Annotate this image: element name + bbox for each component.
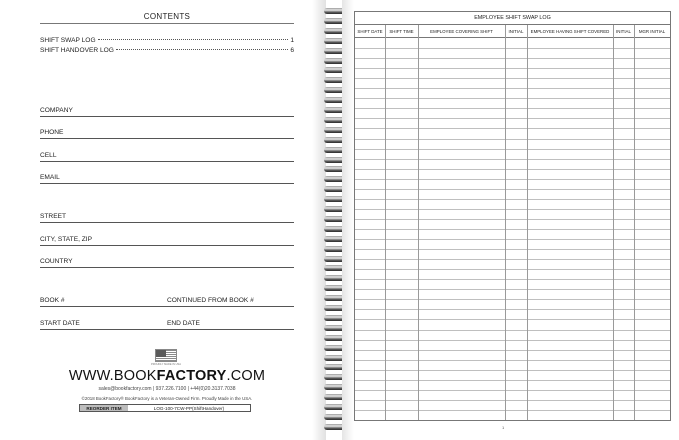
table-row[interactable]	[355, 209, 670, 210]
table-row[interactable]	[355, 390, 670, 391]
contents-title: CONTENTS	[143, 12, 191, 21]
table-row[interactable]	[355, 309, 670, 310]
column-header: EMPLOYEE HAVING SHIFT COVERED	[530, 29, 610, 34]
shift-swap-log-table	[354, 11, 671, 421]
table-row[interactable]	[355, 400, 670, 401]
table-row[interactable]	[355, 279, 670, 280]
table-row[interactable]	[355, 68, 670, 69]
copyright-text: ©2018 BookFactory® BookFactory is a Veteran-Owned Firm. Proudly Made in the USA.	[81, 396, 253, 401]
table-row[interactable]	[355, 118, 670, 119]
column-header: INITIAL	[508, 29, 524, 34]
left-page	[0, 0, 326, 440]
table-row[interactable]	[355, 259, 670, 260]
right-page	[342, 0, 679, 440]
column-header: EMPLOYEE COVERING SHIFT	[430, 29, 493, 34]
start-date-field[interactable]: START DATE	[40, 319, 167, 330]
table-row[interactable]	[355, 239, 670, 240]
toc-page: 1	[290, 37, 294, 44]
table-row[interactable]	[355, 189, 670, 190]
reorder-value: LOG-100-7CW-PP(ShiftHandover)	[153, 406, 225, 411]
website-bold: FACTORY	[156, 368, 227, 384]
company-field[interactable]: COMPANY	[40, 106, 294, 117]
column-divider	[418, 25, 419, 420]
page-number: 1	[502, 425, 505, 430]
table-row[interactable]	[355, 149, 670, 150]
reorder-label: REORDER ITEM	[80, 405, 128, 411]
table-row[interactable]	[355, 48, 670, 49]
table-row[interactable]	[355, 289, 670, 290]
table-row[interactable]	[355, 219, 670, 220]
table-row[interactable]	[355, 319, 670, 320]
table-row[interactable]	[355, 360, 670, 361]
contents-rule	[40, 23, 294, 24]
toc-label: SHIFT HANDOVER LOG	[40, 47, 114, 54]
log-title: EMPLOYEE SHIFT SWAP LOG	[355, 12, 670, 25]
phone-field[interactable]: PHONE	[40, 128, 294, 139]
column-divider	[505, 25, 506, 420]
table-row[interactable]	[355, 370, 670, 371]
website-prefix: WWW.BOOK	[68, 368, 157, 384]
website-suffix: .COM	[226, 368, 266, 384]
table-row[interactable]	[355, 128, 670, 129]
table-row[interactable]	[355, 88, 670, 89]
contact-info: sales@bookfactory.com | 937.226.7100 | +44(0)20.3137.7038	[98, 386, 236, 392]
table-row[interactable]	[355, 299, 670, 300]
city-state-zip-field[interactable]: CITY, STATE, ZIP	[40, 235, 294, 246]
continued-from-field[interactable]: CONTINUED FROM BOOK #	[167, 296, 294, 307]
email-field[interactable]: EMAIL	[40, 173, 294, 184]
reorder-box	[79, 404, 251, 412]
column-header: MGR INITIAL	[638, 29, 666, 34]
table-row[interactable]	[355, 159, 670, 160]
table-row[interactable]	[355, 199, 670, 200]
column-header: SHIFT DATE	[357, 29, 383, 34]
website-url[interactable]	[40, 368, 294, 384]
toc-dots	[98, 39, 289, 40]
country-field[interactable]: COUNTRY	[40, 257, 294, 268]
right-page-shadow	[342, 0, 354, 440]
table-row[interactable]	[355, 98, 670, 99]
column-divider	[613, 25, 614, 420]
cell-field[interactable]: CELL	[40, 151, 294, 162]
table-row[interactable]	[355, 229, 670, 230]
log-header-row	[355, 25, 670, 38]
table-row[interactable]	[355, 330, 670, 331]
toc-page: 6	[290, 47, 294, 54]
end-date-field[interactable]: END DATE	[167, 319, 294, 330]
table-row[interactable]	[355, 139, 670, 140]
column-divider	[527, 25, 528, 420]
table-row[interactable]	[355, 249, 670, 250]
street-field[interactable]: STREET	[40, 212, 294, 223]
table-row[interactable]	[355, 179, 670, 180]
table-row[interactable]	[355, 350, 670, 351]
table-row[interactable]	[355, 108, 670, 109]
table-row[interactable]	[355, 58, 670, 59]
book-number-field[interactable]: BOOK #	[40, 296, 167, 307]
table-row[interactable]	[355, 169, 670, 170]
table-row[interactable]	[355, 78, 670, 79]
table-row[interactable]	[355, 380, 670, 381]
table-row[interactable]	[355, 410, 670, 411]
toc-entry-shift-handover-log[interactable]	[40, 47, 294, 57]
column-divider	[634, 25, 635, 420]
column-divider	[385, 25, 386, 420]
column-header: SHIFT TIME	[389, 29, 414, 34]
table-row[interactable]	[355, 340, 670, 341]
toc-entry-shift-swap-log[interactable]	[40, 37, 294, 47]
flag-caption: PROUDLY MADE IN USA	[151, 363, 181, 366]
toc-dots	[116, 49, 288, 50]
toc-label: SHIFT SWAP LOG	[40, 37, 96, 44]
us-flag-icon	[155, 349, 177, 362]
column-header: INITIAL	[616, 29, 631, 34]
table-row[interactable]	[355, 269, 670, 270]
